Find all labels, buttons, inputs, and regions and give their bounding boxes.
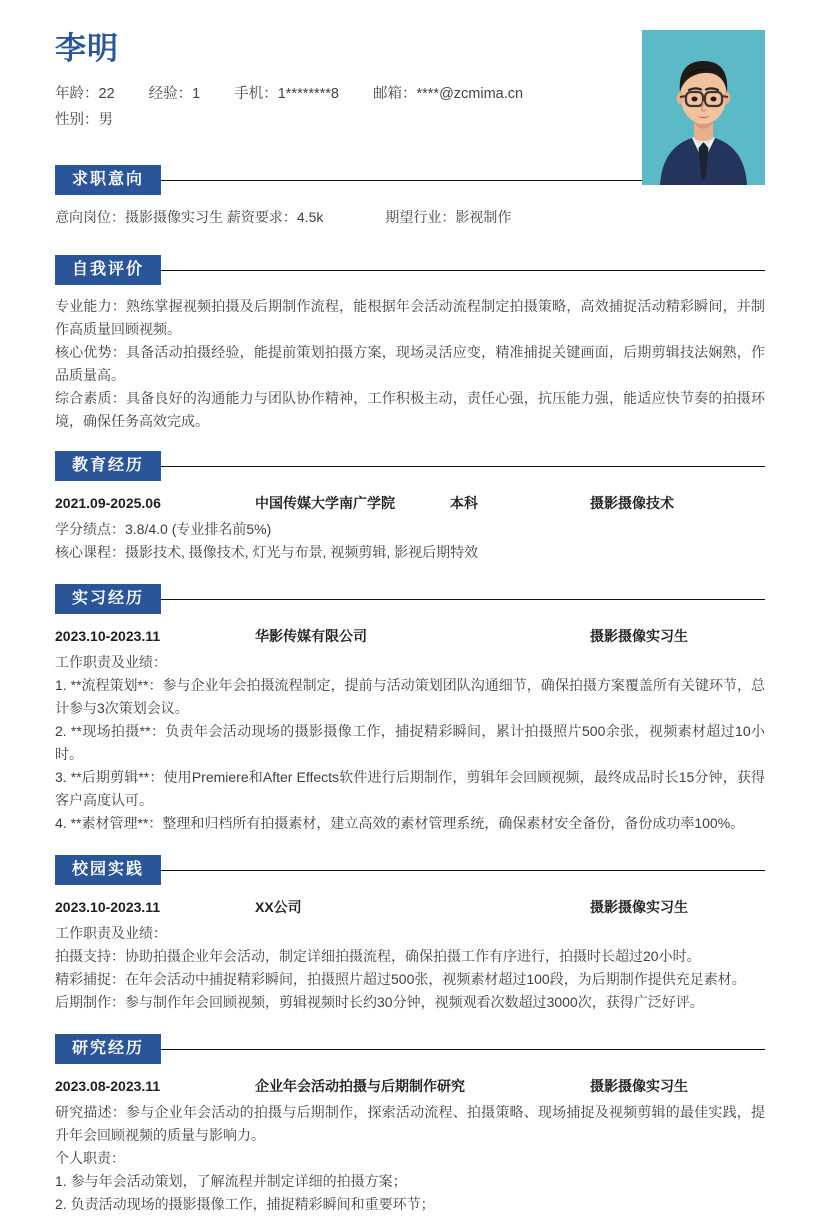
education-date: 2021.09-2025.06 xyxy=(55,495,161,511)
contact-email xyxy=(373,81,523,107)
section-research xyxy=(55,1034,765,1216)
section-header-education xyxy=(55,451,765,481)
section-education xyxy=(55,451,765,564)
campus-company: XX公司 xyxy=(255,899,302,915)
internship-date: 2023.10-2023.11 xyxy=(55,628,161,644)
intent-position-label: 意向岗位： xyxy=(55,209,125,225)
spacer xyxy=(55,229,765,255)
intent-salary-value: 4.5k xyxy=(296,209,324,225)
section-rule xyxy=(161,870,765,871)
internship-detail: 工作职责及业绩： xyxy=(55,654,167,670)
intent-salary-label: 薪资要求： xyxy=(226,209,297,225)
section-campus-practice xyxy=(55,855,765,1014)
resume-header xyxy=(55,0,765,165)
research-role: 摄影摄像实习生 xyxy=(590,1078,688,1094)
campus-detail: 精彩捕捉：在年会活动中捕捉精彩瞬间，拍摄照片超过500张，视频素材超过100段，为后期制作提供充足素材。 xyxy=(55,971,746,987)
campus-detail: 后期制作：参与制作年会回顾视频，剪辑视频时长约30分钟，视频观看次数超过3000次，获得广泛好评。 xyxy=(55,994,704,1010)
intent-industry-label: 期望行业： xyxy=(385,209,456,225)
section-badge-campus-practice: 校园实践 xyxy=(55,855,161,885)
section-header-internship xyxy=(55,584,765,614)
section-rule xyxy=(161,599,765,600)
spacer xyxy=(55,564,765,584)
contact-age xyxy=(55,81,115,107)
contact-phone-value: 1********8 xyxy=(277,86,339,103)
page-title: 李明 xyxy=(55,31,119,66)
section-rule xyxy=(161,466,765,467)
section-rule xyxy=(161,270,765,271)
research-row xyxy=(55,1074,765,1098)
contact-experience-value: 1 xyxy=(192,86,201,103)
contact-experience-label: 经验： xyxy=(148,86,193,103)
section-internship xyxy=(55,584,765,835)
campus-role: 摄影摄像实习生 xyxy=(590,899,688,915)
campus-date: 2023.10-2023.11 xyxy=(55,899,161,915)
contact-email-label: 邮箱： xyxy=(373,86,417,103)
intent-industry-value: 影视制作 xyxy=(455,209,512,225)
contact-gender xyxy=(55,107,113,133)
self-evaluation-paragraph: 专业能力：熟练掌握视频拍摄及后期制作流程，能根据年会活动流程制定拍摄策略，高效捕捉活动精彩瞬间，并制作高质量回顾视频。 xyxy=(55,298,765,337)
research-date: 2023.08-2023.11 xyxy=(55,1078,161,1094)
spacer xyxy=(55,1014,765,1034)
section-badge-education: 教育经历 xyxy=(55,451,161,481)
section-badge-research: 研究经历 xyxy=(55,1034,161,1064)
contact-gender-label: 性别： xyxy=(55,112,99,129)
section-header-self-evaluation xyxy=(55,255,765,285)
self-evaluation-paragraph: 核心优势：具备活动拍摄经验，能提前策划拍摄方案，现场灵活应变，精准捕捉关键画面，后期剪辑技法娴熟，作品质量高。 xyxy=(55,344,765,383)
internship-detail: 2. **现场拍摄**：负责年会活动现场的摄影摄像工作，捕捉精彩瞬间，累计拍摄照片500余张，视频素材超过10小时。 xyxy=(55,723,765,762)
section-badge-self-evaluation: 自我评价 xyxy=(55,255,161,285)
education-degree: 本科 xyxy=(450,495,478,511)
internship-detail: 4. **素材管理**：整理和归档所有拍摄素材，建立高效的素材管理系统，确保素材安全备份，备份成功率100%。 xyxy=(55,815,745,831)
campus-row xyxy=(55,895,765,919)
contact-email-value: ****@zcmima.cn xyxy=(416,86,524,103)
section-header-research xyxy=(55,1034,765,1064)
internship-company: 华影传媒有限公司 xyxy=(255,628,367,644)
research-detail: 1. 参与年会活动策划，了解流程并制定详细的拍摄方案； xyxy=(55,1173,407,1189)
contact-gender-value: 男 xyxy=(98,112,113,129)
contact-phone xyxy=(234,81,339,107)
intent-position-value: 摄影摄像实习生 xyxy=(125,209,223,225)
education-row xyxy=(55,491,765,515)
self-evaluation-paragraph: 综合素质：具备良好的沟通能力与团队协作精神，工作积极主动，责任心强，抗压能力强，能适应快节奏的拍摄环境，确保任务高效完成。 xyxy=(55,390,765,429)
section-rule xyxy=(161,1049,765,1050)
campus-detail: 工作职责及业绩： xyxy=(55,925,167,941)
research-detail: 个人职责： xyxy=(55,1150,125,1166)
section-self-evaluation xyxy=(55,255,765,433)
internship-row xyxy=(55,624,765,648)
education-school: 中国传媒大学南广学院 xyxy=(255,495,395,511)
research-detail: 2. 负责活动现场的摄影摄像工作，捕捉精彩瞬间和重要环节； xyxy=(55,1196,435,1212)
research-detail: 研究描述：参与企业年会活动的拍摄与后期制作，探索活动流程、拍摄策略、现场捕捉及视频剪辑的最佳实践，提升年会回顾视频的质量与影响力。 xyxy=(55,1104,765,1143)
job-intent-line xyxy=(55,205,765,229)
internship-detail: 3. **后期剪辑**：使用Premiere和After Effects软件进行后期制作，剪辑年会回顾视频，最终成品时长15分钟，获得客户高度认可。 xyxy=(55,769,765,808)
internship-detail: 1. **流程策划**：参与企业年会拍摄流程制定，提前与活动策划团队沟通细节，确保拍摄方案覆盖所有关键环节，总计参与3次策划会议。 xyxy=(55,677,765,716)
contact-age-value: 22 xyxy=(98,86,115,103)
research-topic: 企业年会活动拍摄与后期制作研究 xyxy=(255,1078,465,1094)
section-badge-internship: 实习经历 xyxy=(55,584,161,614)
education-detail: 学分绩点：3.8/4.0 (专业排名前5%) xyxy=(55,521,272,537)
section-header-campus-practice xyxy=(55,855,765,885)
contact-phone-label: 手机： xyxy=(234,86,278,103)
campus-detail: 拍摄支持：协助拍摄企业年会活动，制定详细拍摄流程，确保拍摄工作有序进行，拍摄时长超过20小时。 xyxy=(55,948,701,964)
portrait-photo-icon xyxy=(642,30,765,185)
contact-experience xyxy=(149,81,201,107)
contact-age-label: 年龄： xyxy=(55,86,99,103)
section-badge-job-intent: 求职意向 xyxy=(55,165,161,195)
education-major: 摄影摄像技术 xyxy=(590,495,674,511)
education-detail: 核心课程：摄影技术, 摄像技术, 灯光与布景, 视频剪辑, 影视后期特效 xyxy=(55,544,479,560)
spacer xyxy=(55,435,765,451)
internship-role: 摄影摄像实习生 xyxy=(590,628,688,644)
self-evaluation-body xyxy=(55,295,765,433)
avatar xyxy=(642,30,765,185)
spacer xyxy=(55,835,765,855)
